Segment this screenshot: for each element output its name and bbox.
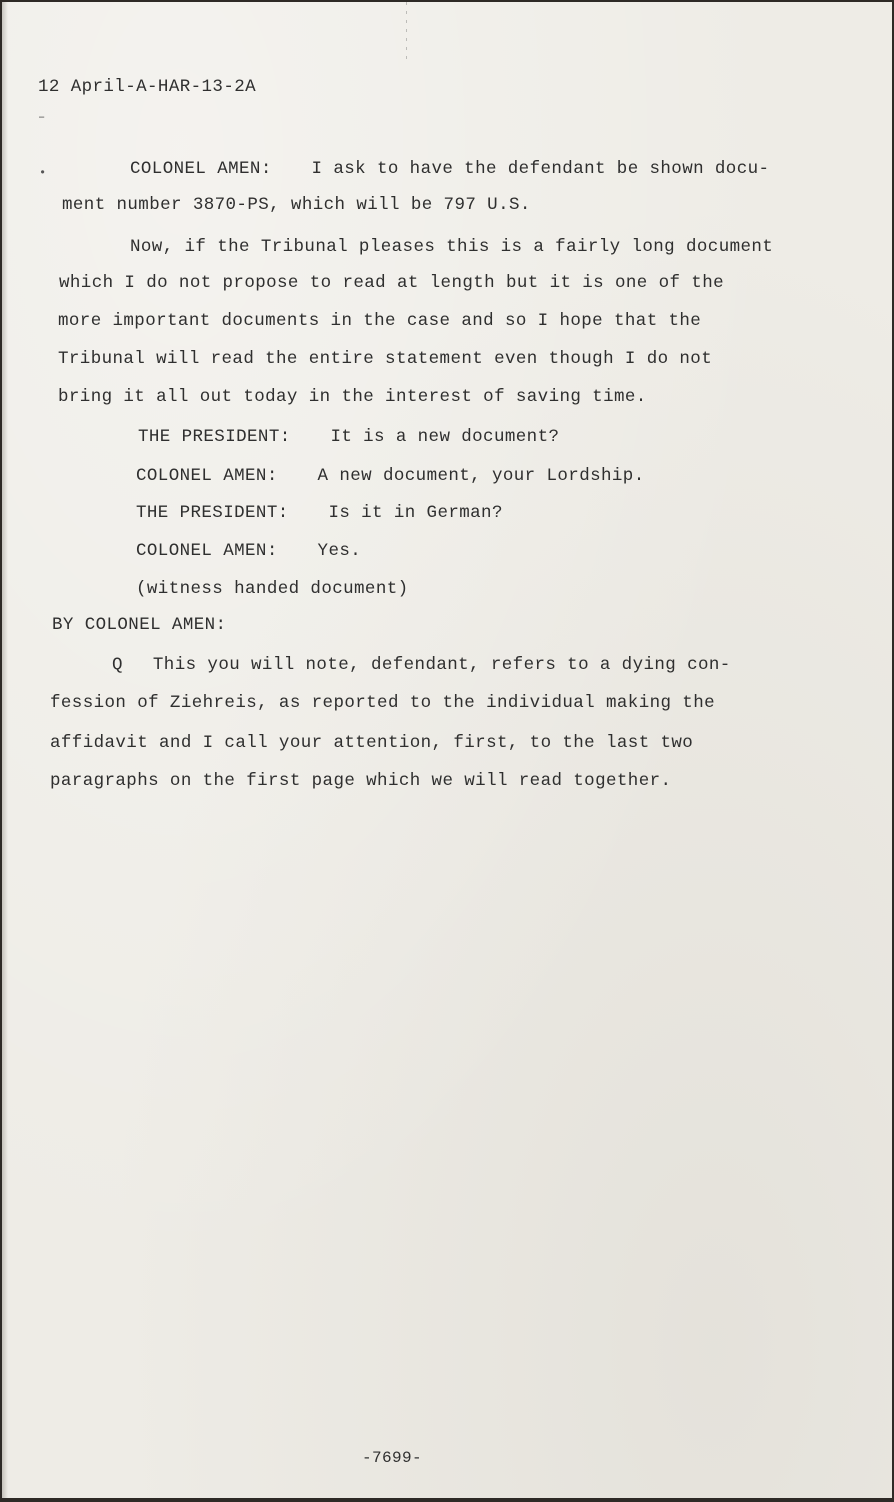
exchange-line-3 (136, 502, 503, 524)
speaker-the-president: THE PRESIDENT: (136, 503, 289, 523)
speaker-colonel-amen: COLONEL AMEN: (136, 541, 278, 561)
paragraph-1-text-1: I ask to have the defendant be shown docu- (311, 159, 770, 179)
exchange-text-1: It is a new document? (330, 427, 560, 447)
paragraph-2-line-3: more important documents in the case and so I hope that the (58, 311, 702, 331)
paragraph-2-line-4: Tribunal will read the entire statement even though I do not (58, 349, 713, 369)
margin-tick-mark: – (38, 110, 46, 124)
paragraph-1-line-2: ment number 3870-PS, which will be 797 U.S. (62, 195, 531, 215)
question-line-1 (112, 654, 731, 676)
speaker-colonel-amen: COLONEL AMEN: (130, 159, 272, 179)
paragraph-2-line-5: bring it all out today in the interest of saving time. (58, 387, 647, 407)
question-label: Q (112, 655, 123, 675)
exchange-line-2 (136, 465, 645, 487)
page-edge-shadow (2, 2, 8, 1498)
question-line-2: fession of Ziehreis, as reported to the individual making the (50, 693, 716, 713)
page-number: -7699- (361, 1449, 422, 1467)
exchange-text-2: A new document, your Lordship. (317, 466, 645, 486)
exchange-line-1 (138, 426, 559, 448)
question-text-1: This you will note, defendant, refers to a dying con- (152, 655, 731, 675)
paragraph-2-line-1: Now, if the Tribunal pleases this is a fairly long document (130, 237, 774, 257)
fold-mark (406, 2, 407, 62)
question-line-4: paragraphs on the first page which we will read together. (50, 771, 672, 791)
paragraph-2-line-2: which I do not propose to read at length but it is one of the (59, 273, 725, 293)
document-page (2, 2, 892, 1498)
exchange-text-3: Is it in German? (328, 503, 503, 523)
speaker-the-president: THE PRESIDENT: (138, 427, 291, 447)
question-line-3: affidavit and I call your attention, first, to the last two (50, 733, 694, 753)
examiner-heading: BY COLONEL AMEN: (52, 615, 227, 635)
speaker-colonel-amen: COLONEL AMEN: (136, 466, 278, 486)
paragraph-1-line-1 (130, 158, 769, 180)
page-header: 12 April-A-HAR-13-2A (38, 77, 257, 97)
margin-bullet-mark: • (39, 166, 47, 180)
stage-direction: (witness handed document) (136, 579, 409, 599)
exchange-line-4 (136, 540, 361, 562)
exchange-text-4: Yes. (317, 541, 362, 561)
